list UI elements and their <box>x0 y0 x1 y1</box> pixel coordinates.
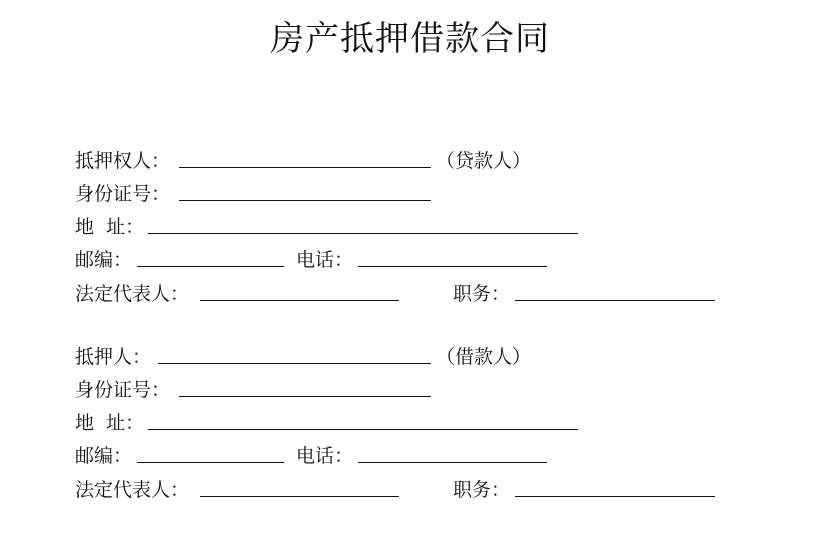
mortgagor-position-blank[interactable] <box>515 496 715 497</box>
mortgagee-address-row <box>0 212 820 242</box>
mortgagee-name-label: 抵押权人： <box>75 150 171 172</box>
mortgagee-position-blank[interactable] <box>515 300 715 301</box>
mortgagee-address-blank[interactable] <box>148 233 578 234</box>
mortgagee-phone-label: 电话： <box>296 249 354 271</box>
mortgagor-postcode-label: 邮编： <box>75 445 133 467</box>
mortgagee-id-row <box>0 179 820 209</box>
mortgagor-phone-blank[interactable] <box>358 462 547 463</box>
mortgagor-id-blank[interactable] <box>179 396 431 397</box>
mortgagor-name-label: 抵押人： <box>75 346 152 368</box>
mortgagor-position-label: 职务： <box>453 479 511 501</box>
mortgagor-address-row <box>0 408 820 438</box>
mortgagor-legal-rep-label: 法定代表人： <box>75 479 190 501</box>
mortgagee-legal-rep-label: 法定代表人： <box>75 283 190 305</box>
document-title: 房产抵押借款合同 <box>270 19 550 59</box>
mortgagor-phone-label: 电话： <box>296 445 354 467</box>
mortgagee-id-blank[interactable] <box>179 200 431 201</box>
mortgagor-postcode-blank[interactable] <box>137 462 284 463</box>
mortgagor-role-note: （借款人） <box>436 346 532 368</box>
mortgagee-role-note: （贷款人） <box>436 150 532 172</box>
mortgagor-rep-row <box>0 475 820 505</box>
mortgagor-address-label: 地 址： <box>75 412 145 434</box>
mortgagee-position-label: 职务： <box>453 283 511 305</box>
mortgagor-id-row <box>0 375 820 405</box>
mortgagor-name-row <box>0 342 820 372</box>
mortgagee-postcode-label: 邮编： <box>75 249 133 271</box>
mortgagee-address-label: 地 址： <box>75 216 145 238</box>
mortgagor-name-blank[interactable] <box>158 363 431 364</box>
mortgagee-name-blank[interactable] <box>179 167 431 168</box>
mortgagee-contact-row <box>0 245 820 275</box>
mortgagor-contact-row <box>0 441 820 471</box>
mortgagee-name-row <box>0 146 820 176</box>
mortgagee-phone-blank[interactable] <box>358 266 547 267</box>
mortgagee-postcode-blank[interactable] <box>137 266 284 267</box>
mortgagor-address-blank[interactable] <box>148 429 578 430</box>
mortgagor-legal-rep-blank[interactable] <box>200 496 399 497</box>
mortgagee-legal-rep-blank[interactable] <box>200 300 399 301</box>
mortgagee-id-label: 身份证号： <box>75 183 171 205</box>
mortgagor-id-label: 身份证号： <box>75 379 171 401</box>
mortgagee-rep-row <box>0 279 820 309</box>
